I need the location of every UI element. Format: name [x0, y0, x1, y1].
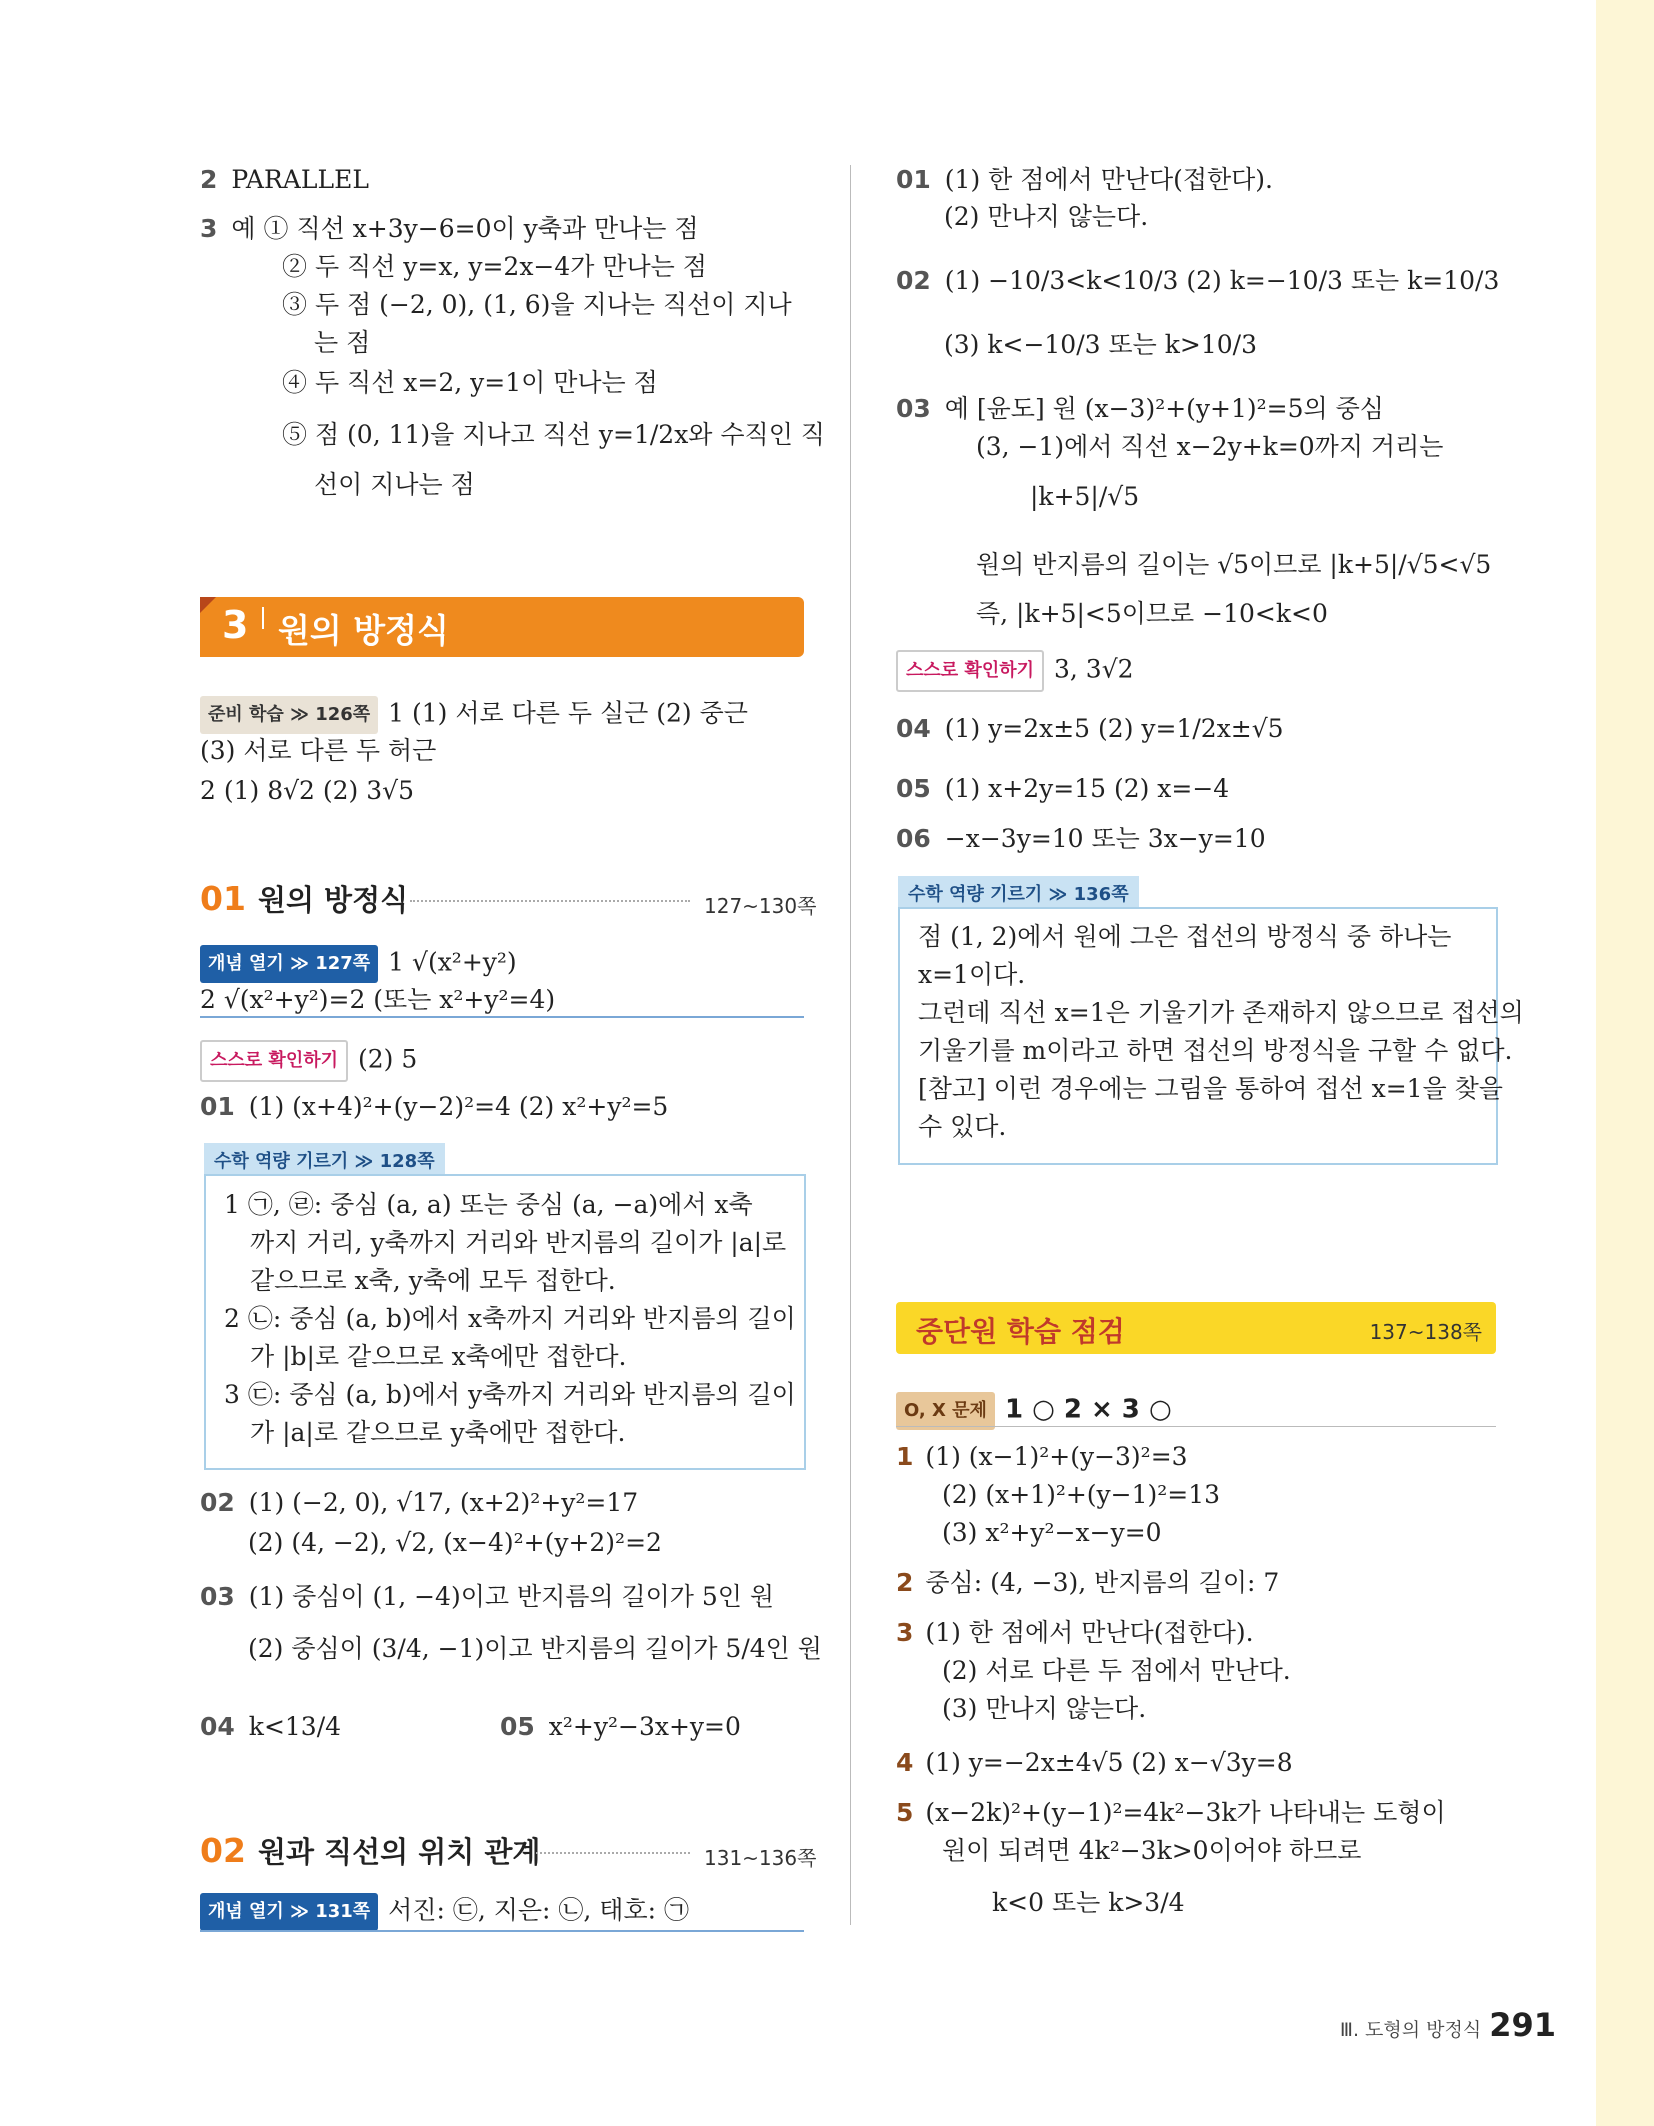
- answer-02-line: (2) (4, −2), √2, (x−4)²+(y+2)²=2: [248, 1528, 662, 1557]
- review-answer-3: 3 (1) 한 점에서 만난다(접한다).: [896, 1618, 1254, 1647]
- chapter-label: Ⅲ. 도형의 방정식: [1339, 2019, 1482, 2041]
- skill-tag-1: 수학 역량 기르기 ≫ 128쪽: [204, 1143, 445, 1177]
- banner-corner: [200, 597, 216, 613]
- answer-r03-line: (3, −1)에서 직선 x−2y+k=0까지 거리는: [976, 432, 1444, 461]
- side-margin-strip: [1596, 0, 1654, 2126]
- concept-open-2: 개념 열기 ≫ 131쪽 서진: ㉢, 지은: ㉡, 태호: ㉠: [200, 1893, 689, 1931]
- skill-line: 2 ㉡: 중심 (a, b)에서 x축까지 거리와 반지름의 길이: [224, 1304, 796, 1333]
- answer-r04: 04 (1) y=2x±5 (2) y=1/2x±√5: [896, 714, 1284, 743]
- answer-item-3: 3 예 ① 직선 x+3y−6=0이 y축과 만나는 점: [200, 214, 699, 243]
- section-3-banner: [200, 597, 804, 657]
- skill-line: [참고] 이런 경우에는 그림을 통하여 접선 x=1을 찾을: [918, 1074, 1503, 1103]
- self-check-tag: 스스로 확인하기: [896, 650, 1044, 692]
- banner-divider: [262, 607, 264, 629]
- answer-item-2: 2 PARALLEL: [200, 165, 369, 194]
- section-number: 3: [222, 603, 249, 647]
- answer-item-3-line: 선이 지나는 점: [314, 470, 475, 499]
- review-answer-3-line: (3) 만나지 않는다.: [942, 1694, 1147, 1723]
- skill-tag-2: 수학 역량 기르기 ≫ 136쪽: [898, 876, 1139, 910]
- ready-study-tag: 준비 학습 ≫ 126쪽: [200, 696, 378, 734]
- heading-dotted-line: [410, 900, 690, 902]
- concept-underline: [200, 1930, 804, 1932]
- self-check-1: 스스로 확인하기 (2) 5: [200, 1040, 417, 1082]
- answer-item-3-line: ⑤ 점 (0, 11)을 지나고 직선 y=1/2x와 수직인 직: [282, 420, 825, 449]
- review-answer-1-line: (3) x²+y²−x−y=0: [942, 1518, 1162, 1547]
- mid-unit-title: 중단원 학습 점검: [916, 1315, 1125, 1348]
- ready-study-line: (3) 서로 다른 두 허근: [200, 736, 437, 765]
- answer-01: 01 (1) (x+4)²+(y−2)²=4 (2) x²+y²=5: [200, 1092, 669, 1121]
- answer-r05: 05 (1) x+2y=15 (2) x=−4: [896, 774, 1230, 803]
- answer-02: 02 (1) (−2, 0), √17, (x+2)²+y²=17: [200, 1488, 639, 1517]
- answer-item-3-line: ③ 두 점 (−2, 0), (1, 6)을 지나는 직선이 지나: [282, 290, 792, 319]
- concept-underline: [200, 1016, 804, 1018]
- skill-line: 수 있다.: [918, 1112, 1007, 1141]
- answer-r03-line: 원의 반지름의 길이는 √5이므로 |k+5|/√5<√5: [976, 550, 1492, 579]
- answer-r06: 06 −x−3y=10 또는 3x−y=10: [896, 824, 1266, 853]
- unit-02-pages: 131~136쪽: [704, 1846, 817, 1870]
- section-title: 원의 방정식: [278, 611, 449, 650]
- answer-r02-line: (3) k<−10/3 또는 k>10/3: [944, 330, 1257, 359]
- answer-item-3-line: ④ 두 직선 x=2, y=1이 만나는 점: [282, 368, 658, 397]
- answer-item-3-line: ② 두 직선 y=x, y=2x−4가 만나는 점: [282, 252, 707, 281]
- concept-open-1-line2: 2 √(x²+y²)=2 (또는 x²+y²=4): [200, 985, 556, 1014]
- mid-unit-review-banner: [896, 1302, 1496, 1354]
- concept-open-tag: 개념 열기 ≫ 131쪽: [200, 1893, 378, 1931]
- column-divider: [850, 165, 851, 1925]
- answer-r01-line: (2) 만나지 않는다.: [944, 202, 1149, 231]
- ox-problems: O, X 문제 1 ○ 2 × 3 ○: [896, 1392, 1172, 1430]
- review-answer-5-line: 원이 되려면 4k²−3k>0이어야 하므로: [942, 1836, 1362, 1865]
- skill-line: 가 |b|로 같으므로 x축에만 접한다.: [250, 1342, 627, 1371]
- answer-r03: 03 예 [윤도] 원 (x−3)²+(y+1)²=5의 중심: [896, 394, 1384, 423]
- review-answer-1: 1 (1) (x−1)²+(y−3)²=3: [896, 1442, 1188, 1471]
- ready-study-line: 2 (1) 8√2 (2) 3√5: [200, 776, 415, 805]
- unit-01-heading: 01 원의 방정식: [200, 879, 409, 918]
- review-answer-4: 4 (1) y=−2x±4√5 (2) x−√3y=8: [896, 1748, 1293, 1777]
- skill-line: 같으므로 x축, y축에 모두 접한다.: [250, 1266, 616, 1295]
- answer-05: 05 x²+y²−3x+y=0: [500, 1712, 741, 1741]
- skill-line: 그런데 직선 x=1은 기울기가 존재하지 않으므로 접선의: [918, 998, 1524, 1027]
- page-number: 291: [1489, 2006, 1556, 2044]
- self-check-tag: 스스로 확인하기: [200, 1040, 348, 1082]
- answer-r02: 02 (1) −10/3<k<10/3 (2) k=−10/3 또는 k=10/3: [896, 266, 1500, 295]
- answer-r01: 01 (1) 한 점에서 만난다(접한다).: [896, 165, 1274, 194]
- page-footer: [1340, 2006, 1556, 2044]
- skill-line: 기울기를 m이라고 하면 접선의 방정식을 구할 수 없다.: [918, 1036, 1513, 1065]
- self-check-2: 스스로 확인하기 3, 3√2: [896, 650, 1134, 692]
- answer-item-3-line: 는 점: [314, 328, 371, 357]
- heading-dotted-line: [536, 1852, 690, 1854]
- unit-02-heading: 02 원과 직선의 위치 관계: [200, 1831, 541, 1870]
- concept-open-1: 개념 열기 ≫ 127쪽 1 √(x²+y²): [200, 945, 517, 983]
- review-answer-1-line: (2) (x+1)²+(y−1)²=13: [942, 1480, 1221, 1509]
- review-answer-5: 5 (x−2k)²+(y−1)²=4k²−3k가 나타내는 도형이: [896, 1798, 1446, 1827]
- review-answer-3-line: (2) 서로 다른 두 점에서 만난다.: [942, 1656, 1291, 1685]
- unit-01-pages: 127~130쪽: [704, 894, 817, 918]
- review-answer-2: 2 중심: (4, −3), 반지름의 길이: 7: [896, 1568, 1280, 1597]
- review-answer-5-line: k<0 또는 k>3/4: [992, 1888, 1185, 1917]
- skill-line: 1 ㉠, ㉣: 중심 (a, a) 또는 중심 (a, −a)에서 x축: [224, 1190, 753, 1219]
- ox-underline: [896, 1426, 1496, 1427]
- skill-line: 까지 거리, y축까지 거리와 반지름의 길이가 |a|로: [250, 1228, 787, 1257]
- ready-study: 준비 학습 ≫ 126쪽 1 (1) 서로 다른 두 실근 (2) 중근: [200, 696, 748, 734]
- mid-unit-pages: 137~138쪽: [1369, 1320, 1482, 1344]
- answer-03-line: (2) 중심이 (3/4, −1)이고 반지름의 길이가 5/4인 원: [248, 1634, 822, 1663]
- skill-line: x=1이다.: [918, 960, 1026, 989]
- skill-line: 3 ㉢: 중심 (a, b)에서 y축까지 거리와 반지름의 길이: [224, 1380, 796, 1409]
- answer-04: 04 k<13/4: [200, 1712, 342, 1741]
- skill-line: 점 (1, 2)에서 원에 그은 접선의 방정식 중 하나는: [918, 922, 1452, 951]
- answer-03: 03 (1) 중심이 (1, −4)이고 반지름의 길이가 5인 원: [200, 1582, 775, 1611]
- concept-open-tag: 개념 열기 ≫ 127쪽: [200, 945, 378, 983]
- answer-r03-line: 즉, |k+5|<5이므로 −10<k<0: [976, 599, 1328, 628]
- ox-tag: O, X 문제: [896, 1392, 995, 1430]
- skill-line: 가 |a|로 같으므로 y축에만 접한다.: [250, 1418, 626, 1447]
- answer-r03-line: |k+5|/√5: [1030, 482, 1140, 511]
